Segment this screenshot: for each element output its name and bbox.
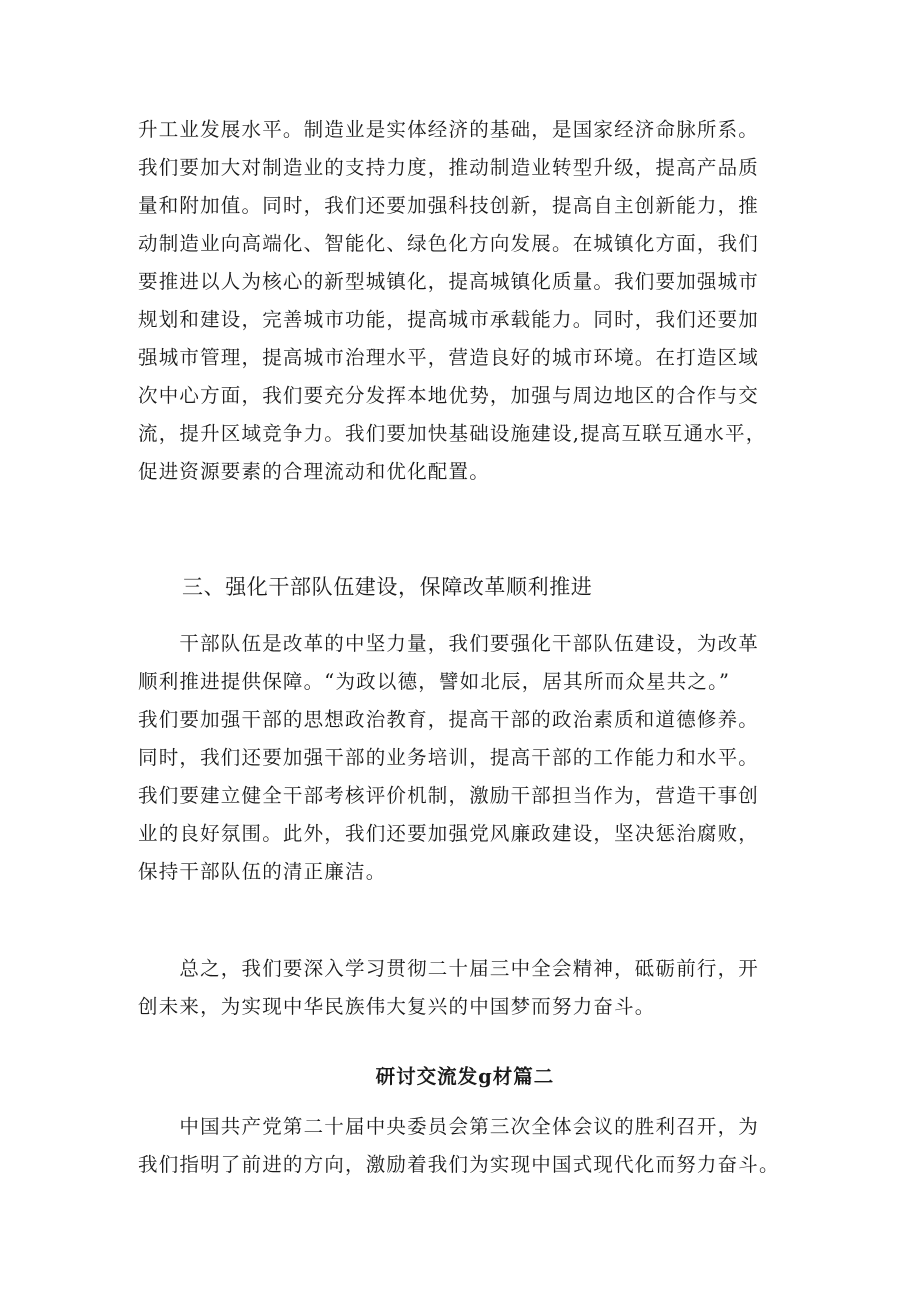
section-heading-cadre-building: 三、强化干部队伍建设，保障改革顺利推进 [182, 575, 593, 599]
text-line: 强城市管理，提高城市治理水平，营造良好的城市环境。在打造区域 [138, 346, 760, 369]
paragraph-industry-urbanization [138, 111, 800, 491]
text-line: 顺利推进提供保障。“为政以德，譬如北辰，居其所而众星共之。” [138, 670, 731, 693]
text-line: 促进资源要素的合理流动和优化配置。 [138, 460, 490, 483]
text-line: 我们要加强干部的思想政治教育，提高干部的政治素质和道德修养。 [138, 708, 760, 731]
text-line: 流，提升区域竞争力。我们要加快基础设施建设,提高互联互通水平， [138, 422, 767, 445]
text-line: 我们要建立健全干部考核评价机制，激励干部担当作为，营造干事创 [138, 784, 760, 807]
text-line: 量和附加值。同时，我们还要加强科技创新，提高自主创新能力，推 [138, 194, 760, 217]
text-line: 中国共产党第二十届中央委员会第三次全体会议的胜利召开，为 [138, 1115, 760, 1138]
paragraph-conclusion [138, 950, 800, 1026]
text-line: 业的良好氛围。此外，我们还要加强党风廉政建设，坚决惩治腐败， [138, 822, 760, 845]
paragraph-cadre-building [138, 625, 800, 891]
text-line: 我们要加大对制造业的支持力度，推动制造业转型升级，提高产品质 [138, 156, 760, 179]
text-line: 我们指明了前进的方向，激励着我们为实现中国式现代化而努力奋斗。 [138, 1153, 780, 1176]
paragraph-part2-intro [138, 1108, 800, 1184]
text-line: 保持干部队伍的清正廉洁。 [138, 860, 387, 883]
text-line: 规划和建设，完善城市功能，提高城市承载能力。同时，我们还要加 [138, 308, 760, 331]
text-line: 创未来，为实现中华民族伟大复兴的中国梦而努力奋斗。 [138, 995, 656, 1018]
text-line: 次中心方面，我们要充分发挥本地优势，加强与周边地区的合作与交 [138, 384, 760, 407]
text-line: 动制造业向高端化、智能化、绿色化方向发展。在城镇化方面，我们 [138, 232, 760, 255]
text-line: 同时，我们还要加强干部的业务培训，提高干部的工作能力和水平。 [138, 746, 760, 769]
text-line: 升工业发展水平。制造业是实体经济的基础，是国家经济命脉所系。 [138, 118, 760, 141]
text-line: 干部队伍是改革的中坚力量，我们要强化干部队伍建设，为改革 [138, 632, 760, 655]
article-subtitle: 研讨交流发g材篇二 [375, 1065, 555, 1088]
text-line: 总之，我们要深入学习贯彻二十届三中全会精神，砥砺前行，开 [138, 957, 760, 980]
text-line: 要推进以人为核心的新型城镇化，提高城镇化质量。我们要加强城市 [138, 270, 760, 293]
